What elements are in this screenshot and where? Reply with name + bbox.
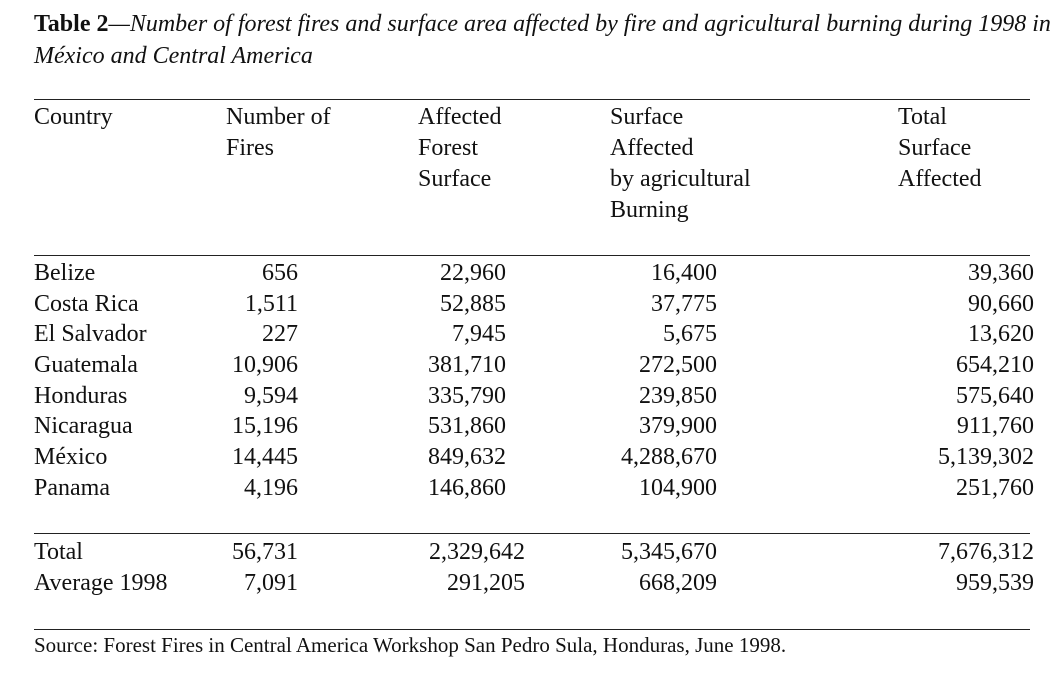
- table-row: [34, 289, 1034, 320]
- total-cell: 5,139,302: [938, 444, 1034, 470]
- fires-cell: 7,091: [244, 570, 298, 596]
- table-row: [34, 258, 1034, 289]
- summary-row-average: [34, 568, 1034, 599]
- total-cell: 911,760: [956, 413, 1034, 439]
- header-country: Country: [34, 104, 113, 130]
- total-cell: 959,539: [956, 570, 1034, 596]
- country-cell: México: [34, 444, 108, 470]
- table-row: [34, 381, 1034, 412]
- agri-cell: 5,675: [663, 321, 717, 347]
- total-cell: 39,360: [968, 260, 1034, 286]
- header-bottom-rule: [34, 255, 1030, 256]
- forest-cell: 22,960: [440, 260, 506, 286]
- country-cell: Costa Rica: [34, 291, 139, 317]
- forest-cell: 7,945: [452, 321, 506, 347]
- agri-cell: 379,900: [639, 413, 717, 439]
- total-cell: 654,210: [956, 352, 1034, 378]
- forest-cell: 146,860: [428, 475, 506, 501]
- agri-cell: 668,209: [639, 570, 717, 596]
- agri-cell: 5,345,670: [621, 539, 717, 565]
- fires-cell: 1,511: [244, 291, 298, 317]
- forest-cell: 381,710: [428, 352, 506, 378]
- fires-cell: 10,906: [232, 352, 298, 378]
- header-number-of-fires: Number of Fires: [226, 104, 331, 161]
- fires-cell: 4,196: [244, 475, 298, 501]
- source-note: Source: Forest Fires in Central America Workshop San Pedro Sula, Honduras, June 1998.: [34, 633, 787, 657]
- forest-cell: 531,860: [428, 413, 506, 439]
- total-cell: 13,620: [968, 321, 1034, 347]
- table-row: [34, 350, 1034, 381]
- table-row: [34, 473, 1034, 504]
- summary-label: Average 1998: [34, 570, 168, 596]
- fires-cell: 9,594: [244, 383, 298, 409]
- table-row: [34, 319, 1034, 350]
- summary-top-rule: [34, 533, 1030, 534]
- forest-cell: 291,205: [447, 570, 525, 596]
- fires-cell: 15,196: [232, 413, 298, 439]
- table-caption-lead: Table 2: [34, 11, 109, 37]
- total-cell: 90,660: [968, 291, 1034, 317]
- fires-cell: 227: [262, 321, 298, 347]
- agri-cell: 239,850: [639, 383, 717, 409]
- forest-cell: 2,329,642: [429, 539, 525, 565]
- fires-cell: 14,445: [232, 444, 298, 470]
- forest-cell: 849,632: [428, 444, 506, 470]
- forest-cell: 335,790: [428, 383, 506, 409]
- table-row: [34, 442, 1034, 473]
- agri-cell: 37,775: [651, 291, 717, 317]
- total-cell: 251,760: [956, 475, 1034, 501]
- top-rule: [34, 99, 1030, 100]
- table-row: [34, 411, 1034, 442]
- agri-cell: 4,288,670: [621, 444, 717, 470]
- country-cell: El Salvador: [34, 321, 147, 347]
- agri-cell: 272,500: [639, 352, 717, 378]
- summary-row-total: [34, 537, 1034, 568]
- header-affected-forest-surface: Affected Forest Surface: [418, 104, 502, 192]
- fires-cell: 56,731: [232, 539, 298, 565]
- agri-cell: 16,400: [651, 260, 717, 286]
- summary-label: Total: [34, 539, 83, 565]
- total-cell: 575,640: [956, 383, 1034, 409]
- country-cell: Nicaragua: [34, 413, 133, 439]
- country-cell: Belize: [34, 260, 96, 286]
- total-cell: 7,676,312: [938, 539, 1034, 565]
- country-cell: Guatemala: [34, 352, 138, 378]
- header-surface-agricultural-burning: Surface Affected by agricultural Burning: [610, 104, 751, 223]
- header-total-surface-affected: Total Surface Affected: [898, 104, 982, 192]
- country-cell: Panama: [34, 475, 110, 501]
- forest-cell: 52,885: [440, 291, 506, 317]
- agri-cell: 104,900: [639, 475, 717, 501]
- fires-cell: 656: [262, 260, 298, 286]
- country-cell: Honduras: [34, 383, 128, 409]
- table-caption: [34, 8, 1054, 72]
- table-caption-text: —Number of forest fires and surface area affected by fire and agricultural burning during 1998 in México and Central America: [34, 11, 1051, 69]
